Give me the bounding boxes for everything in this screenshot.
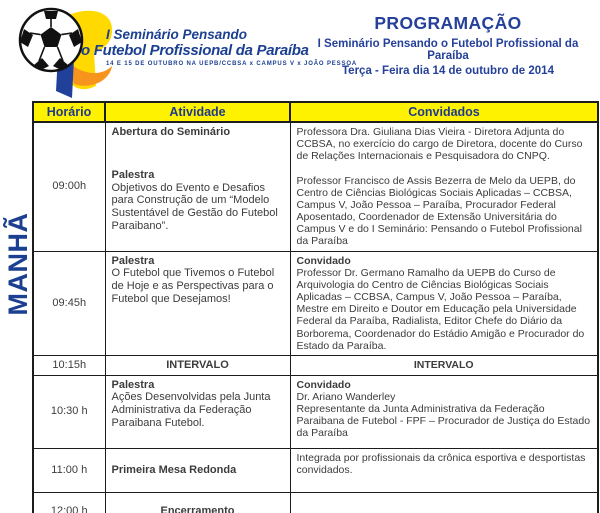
block-body: Objetivos do Evento e Desafios para Construção de um “Modelo Sustentável de Gestão do Futebol Paraibano”. xyxy=(111,181,278,232)
table-row xyxy=(33,122,598,251)
column-header-horario: Horário xyxy=(33,102,105,122)
block-title: INTERVALO xyxy=(166,358,229,371)
guests-cell xyxy=(290,355,598,375)
table-row xyxy=(33,251,598,355)
block-body: Dr. Ariano Wanderley xyxy=(296,390,396,403)
table-row xyxy=(33,355,598,375)
logo-title-line1: I Seminário Pensando xyxy=(106,27,248,42)
logo-title-line2: o Futebol Profissional da Paraíba xyxy=(81,41,309,59)
table-row xyxy=(33,492,598,513)
block-title: Palestra xyxy=(111,378,155,391)
schedule-body xyxy=(33,122,598,513)
block-body: Ações Desenvolvidas pela Junta Administrativa da Federação Paraibana Futebol. xyxy=(111,391,271,429)
logo-tagline: 14 E 15 DE OUTUBRO NA UEPB/CCBSA x CAMPUS V x JOÃO PESSOA xyxy=(106,60,358,67)
block-body: Integrada por profissionais da crônica esportiva e desportistas convidados. xyxy=(296,451,586,476)
schedule-table xyxy=(32,101,599,513)
block-body: Representante da Junta Administrativa da Federação Paraibana de Futebol - FPF – Procurador de Justiça do Estado da Paraíba xyxy=(296,403,591,440)
activity-cell xyxy=(105,492,290,513)
column-header-atividade: Atividade xyxy=(105,102,290,122)
block-title: INTERVALO xyxy=(413,359,474,372)
block-title: Convidado xyxy=(296,378,351,391)
page-title: PROGRAMAÇÃO xyxy=(374,13,522,33)
block-title: Convidado xyxy=(296,254,351,267)
block-title: Abertura do Seminário xyxy=(111,126,231,138)
column-header-convidados: Convidados xyxy=(290,102,598,122)
session-label-manha: MANHÃ xyxy=(3,212,33,316)
guests-cell xyxy=(290,375,598,448)
block-body: Professora Dra. Giuliana Dias Vieira - Diretora Adjunta do CCBSA, no exercício do cargo de Diretora, docente do Curso de Relações Internacionais e Pesquisadora do CNPQ. xyxy=(296,126,583,163)
block-title: Encerramento xyxy=(160,504,235,513)
block-body: O Futebol que Tivemos o Futebol de Hoje e as Perspectivas para o Futebol que Desejamos! xyxy=(111,267,275,305)
block-body: Professor Francisco de Assis Bezerra de Melo da UEPB, do Centro de Ciências Biológicas Sociais Aplicadas – CCBSA, Campus V, João Pessoa – Paraíba, Procurador Federal Aposentado, Coordenador de Extensão Universitária do Campus V e do I Seminário: Pensando o Futebol Profissional da Paraíba xyxy=(296,174,582,248)
block-title: Primeira Mesa Redonda xyxy=(111,463,237,476)
guests-cell xyxy=(290,492,598,513)
activity-cell xyxy=(105,375,290,448)
time-cell: 10:15h xyxy=(33,355,105,375)
activity-cell xyxy=(105,122,290,251)
block-body: Professor Dr. Germano Ramalho da UEPB do Curso de Arquivologia do Centro de Ciências Biológicas Sociais Aplicadas – CCBSA, Campus V, João Pessoa – Paraíba, Mestre em Direito e Doutor em Educação pela Universidade Federal da Paraíba, Radialista, Editor Chefe do Diário da Borborema, Coordenador do Estádio Amigão e Procurador do Estado da Paraíba. xyxy=(296,266,585,352)
guests-cell xyxy=(290,251,598,355)
spacer xyxy=(297,163,592,175)
schedule-header xyxy=(33,102,598,122)
time-cell: 10:30 h xyxy=(33,375,105,448)
event-logo xyxy=(8,2,358,100)
page-date: Terça - Feira dia 14 de outubro de 2014 xyxy=(342,65,554,77)
time-cell: 09:00h xyxy=(33,122,105,251)
block-title: Palestra xyxy=(111,168,155,181)
table-row xyxy=(33,375,598,448)
soccer-ball-icon xyxy=(20,9,82,71)
block-title: Palestra xyxy=(111,254,155,267)
table-row xyxy=(33,448,598,492)
activity-cell xyxy=(105,251,290,355)
header-block xyxy=(298,13,598,77)
time-cell: 12:00 h xyxy=(33,492,105,513)
guests-cell xyxy=(290,122,598,251)
time-cell: 09:45h xyxy=(33,251,105,355)
guests-cell xyxy=(290,448,598,492)
spacer xyxy=(112,139,284,169)
activity-cell xyxy=(105,355,290,375)
activity-cell xyxy=(105,448,290,492)
page-subtitle: I Seminário Pensando o Futebol Profissional da Paraíba xyxy=(317,38,579,62)
time-cell: 11:00 h xyxy=(33,448,105,492)
